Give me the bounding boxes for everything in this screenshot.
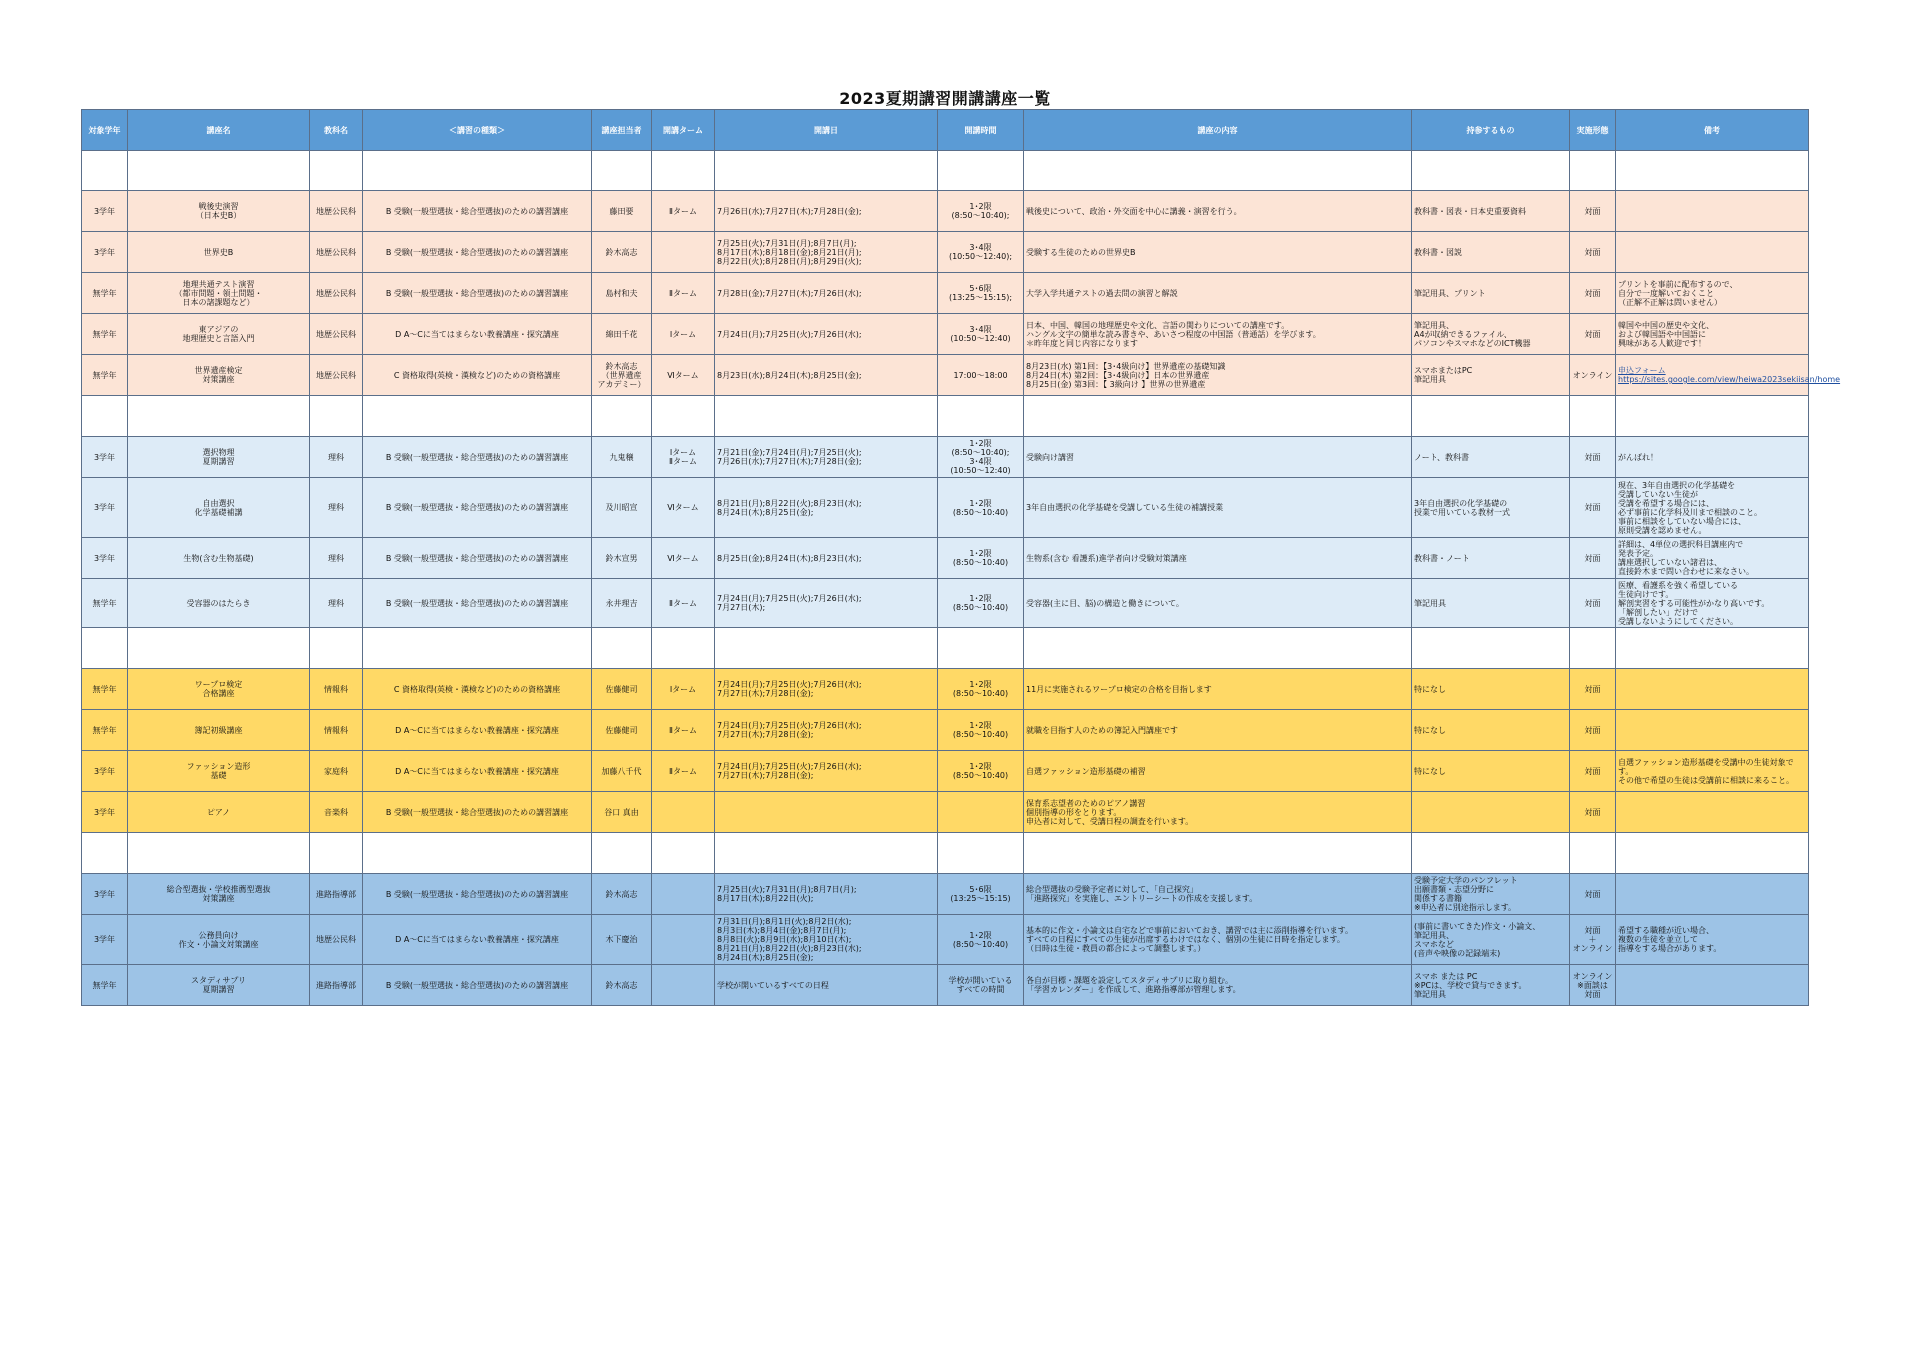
empty-cell <box>715 628 938 669</box>
empty-cell <box>1024 396 1412 437</box>
time-cell: 1･2限 (8:50〜10:40) <box>938 478 1024 538</box>
empty-cell <box>1570 151 1616 191</box>
empty-cell <box>1570 833 1616 874</box>
page-title: 2023夏期講習開講講座一覧 <box>839 89 1051 108</box>
col-header-course: 講座名 <box>128 110 310 151</box>
empty-cell <box>82 833 128 874</box>
empty-cell <box>82 628 128 669</box>
table-row <box>82 232 1809 273</box>
table-row <box>82 915 1809 965</box>
content-cell: 11月に実施されるワープロ検定の合格を目指します <box>1024 669 1412 710</box>
course-name-cell: 地理共通テスト演習 （都市問題・領土問題・ 日本の諸課題など） <box>128 273 310 314</box>
col-header-teacher: 講座担当者 <box>592 110 652 151</box>
table-row <box>82 579 1809 628</box>
type-cell: B 受験(一般型選抜・総合型選抜)のための講習講座 <box>363 792 592 833</box>
format-cell: 対面 <box>1570 232 1616 273</box>
format-cell: 対面 <box>1570 478 1616 538</box>
notes-cell: 詳細は、4単位の選択科目講座内で 発表予定。 講座選択していない諸君は、 直接鈴木まで問い合わせに来なさい。 <box>1616 538 1809 579</box>
course-name-cell: 公務員向け 作文・小論文対策講座 <box>128 915 310 965</box>
content-cell: 3年自由選択の化学基礎を受講している生徒の補講授業 <box>1024 478 1412 538</box>
time-cell: 1･2限 (8:50〜10:40) <box>938 579 1024 628</box>
content-cell: 就職を目指す人のための簿記入門講座です <box>1024 710 1412 751</box>
teacher-cell: 佐藤健司 <box>592 710 652 751</box>
empty-cell <box>592 396 652 437</box>
bring-cell: 筆記用具、 A4が収納できるファイル、 パソコンやスマホなどのICT機器 <box>1412 314 1570 355</box>
col-header-type: ＜講習の種類＞ <box>363 110 592 151</box>
grade-cell: 3学年 <box>82 751 128 792</box>
empty-cell <box>938 151 1024 191</box>
teacher-cell: 九鬼穣 <box>592 437 652 478</box>
type-cell: B 受験(一般型選抜・総合型選抜)のための講習講座 <box>363 273 592 314</box>
dates-cell: 7月24日(月);7月25日(火);7月26日(水); 7月27日(木);7月28日(金); <box>715 669 938 710</box>
col-header-format: 実施形態 <box>1570 110 1616 151</box>
content-cell: 生物系(含む 看護系)進学者向け受験対策講座 <box>1024 538 1412 579</box>
notes-cell <box>1616 669 1809 710</box>
grade-cell: 無学年 <box>82 669 128 710</box>
col-header-term: 開講ターム <box>652 110 715 151</box>
notes-cell: 現在、3年自由選択の化学基礎を 受講していない生徒が 受講を希望する場合には、 必ず事前に化学科及川まで相談のこと。 事前に相談をしていない場合には、 原則受講を認めません。 <box>1616 478 1809 538</box>
term-cell: Ⅵターム <box>652 478 715 538</box>
empty-cell <box>715 833 938 874</box>
notes-cell: がんばれ！ <box>1616 437 1809 478</box>
col-header-content: 講座の内容 <box>1024 110 1412 151</box>
subject-cell: 地歴公民科 <box>310 355 363 396</box>
time-cell: 1･2限 (8:50〜10:40) <box>938 669 1024 710</box>
type-cell: B 受験(一般型選抜・総合型選抜)のための講習講座 <box>363 478 592 538</box>
type-cell: D A〜Cに当てはまらない教養講座・探究講座 <box>363 915 592 965</box>
subject-cell: 情報科 <box>310 669 363 710</box>
spacer-row <box>82 151 1809 191</box>
teacher-cell: 鈴木高志 <box>592 232 652 273</box>
teacher-cell: 及川昭宣 <box>592 478 652 538</box>
teacher-cell: 木下慶治 <box>592 915 652 965</box>
col-header-time: 開講時間 <box>938 110 1024 151</box>
bring-cell: スマホまたはPC 筆記用具 <box>1412 355 1570 396</box>
empty-cell <box>1616 396 1809 437</box>
grade-cell: 無学年 <box>82 355 128 396</box>
content-cell: 大学入学共通テストの過去問の演習と解説 <box>1024 273 1412 314</box>
empty-cell <box>128 628 310 669</box>
course-name-cell: 受容器のはたらき <box>128 579 310 628</box>
empty-cell <box>1616 833 1809 874</box>
empty-cell <box>938 833 1024 874</box>
content-cell: 総合型選抜の受験予定者に対して、「自己探究」 「進路探究」を実施し、エントリーシートの作成を支援します。 <box>1024 874 1412 915</box>
bring-cell: 特になし <box>1412 669 1570 710</box>
time-cell: 1･2限 (8:50〜10:40) <box>938 751 1024 792</box>
term-cell: Ⅰターム <box>652 314 715 355</box>
teacher-cell: 藤田要 <box>592 191 652 232</box>
table-row <box>82 478 1809 538</box>
subject-cell: 情報科 <box>310 710 363 751</box>
table-row <box>82 751 1809 792</box>
type-cell: C 資格取得(英検・漢検など)のための資格講座 <box>363 355 592 396</box>
format-cell: 対面 <box>1570 314 1616 355</box>
empty-cell <box>363 833 592 874</box>
content-cell: 8月23日(水) 第1回：【3･4級向け】世界遺産の基礎知識 8月24日(木) 第2回：【3･4級向け】日本の世界遺産 8月25日(金) 第3回：【 3級向け 】世界の世界遺産 <box>1024 355 1412 396</box>
subject-cell: 音楽科 <box>310 792 363 833</box>
format-cell: オンライン ※面談は 対面 <box>1570 965 1616 1006</box>
bring-cell: 特になし <box>1412 710 1570 751</box>
content-cell: 保育系志望者のためのピアノ講習 個別指導の形をとります。 申込者に対して、受講日程の調査を行います。 <box>1024 792 1412 833</box>
subject-cell: 地歴公民科 <box>310 273 363 314</box>
spacer-row <box>82 833 1809 874</box>
table-body <box>82 151 1841 1006</box>
type-cell: B 受験(一般型選抜・総合型選抜)のための講習講座 <box>363 965 592 1006</box>
term-cell: Ⅱターム <box>652 273 715 314</box>
empty-cell <box>310 628 363 669</box>
empty-cell <box>310 396 363 437</box>
grade-cell: 無学年 <box>82 314 128 355</box>
subject-cell: 理科 <box>310 478 363 538</box>
dates-cell: 7月31日(月);8月1日(火);8月2日(水); 8月3日(木);8月4日(金);8月7日(月); 8月8日(火);8月9日(水);8月10日(木); 8月21日(月);8月22日(火);8月23日(水); 8月24日(木);8月25日(金); <box>715 915 938 965</box>
empty-cell <box>1024 833 1412 874</box>
content-cell: 戦後史について、政治・外交面を中心に講義・演習を行う。 <box>1024 191 1412 232</box>
teacher-cell: 島村和夫 <box>592 273 652 314</box>
course-name-cell: 東アジアの 地理歴史と言語入門 <box>128 314 310 355</box>
dates-cell: 学校が開いているすべての日程 <box>715 965 938 1006</box>
empty-cell <box>1570 396 1616 437</box>
empty-cell <box>592 833 652 874</box>
dates-cell: 7月24日(月);7月25日(火);7月26日(水); 7月27日(木);7月28日(金); <box>715 710 938 751</box>
time-cell: 1･2限 (8:50〜10:40) <box>938 710 1024 751</box>
notes-cell <box>1616 232 1809 273</box>
term-cell <box>652 792 715 833</box>
empty-cell <box>310 151 363 191</box>
empty-cell <box>310 833 363 874</box>
notes-cell <box>1616 710 1809 751</box>
format-cell: 対面 <box>1570 669 1616 710</box>
type-cell: B 受験(一般型選抜・総合型選抜)のための講習講座 <box>363 437 592 478</box>
term-cell: Ⅱターム <box>652 751 715 792</box>
type-cell: B 受験(一般型選抜・総合型選抜)のための講習講座 <box>363 579 592 628</box>
course-name-cell: 戦後史演習 （日本史B） <box>128 191 310 232</box>
header-row <box>82 110 1809 151</box>
table-row <box>82 437 1809 478</box>
time-cell: 1･2限 (8:50〜10:40); 3･4限 (10:50〜12:40) <box>938 437 1024 478</box>
empty-cell <box>652 396 715 437</box>
course-name-cell: ファッション造形 基礎 <box>128 751 310 792</box>
dates-cell: 8月25日(金);8月24日(木);8月23日(水); <box>715 538 938 579</box>
content-cell: 受験向け講習 <box>1024 437 1412 478</box>
type-cell: B 受験(一般型選抜・総合型選抜)のための講習講座 <box>363 232 592 273</box>
spacer-row <box>82 396 1809 437</box>
dates-cell: 7月25日(火);7月31日(月);8月7日(月); 8月17日(木);8月22日(火); <box>715 874 938 915</box>
empty-cell <box>652 833 715 874</box>
table-row <box>82 191 1809 232</box>
grade-cell: 無学年 <box>82 273 128 314</box>
grade-cell: 無学年 <box>82 710 128 751</box>
table-row <box>82 874 1809 915</box>
empty-cell <box>363 151 592 191</box>
empty-cell <box>938 396 1024 437</box>
table-row <box>82 314 1809 355</box>
col-header-notes: 備考 <box>1616 110 1809 151</box>
notes-cell: 韓国や中国の歴史や文化、 および韓国語や中国語に 興味がある人歓迎です！ <box>1616 314 1809 355</box>
empty-cell <box>82 396 128 437</box>
time-cell: 1･2限 (8:50〜10:40); <box>938 191 1024 232</box>
teacher-cell: 鈴木高志 <box>592 965 652 1006</box>
grade-cell: 無学年 <box>82 965 128 1006</box>
course-name-cell: 生物(含む生物基礎) <box>128 538 310 579</box>
dates-cell: 7月28日(金);7月27日(木);7月26日(水); <box>715 273 938 314</box>
bring-cell: 筆記用具 <box>1412 579 1570 628</box>
format-cell: 対面 <box>1570 538 1616 579</box>
time-cell: 17:00〜18:00 <box>938 355 1024 396</box>
teacher-cell: 鈴木高志 （世界遺産 アカデミー） <box>592 355 652 396</box>
term-cell <box>652 915 715 965</box>
term-cell: Ⅱターム <box>652 710 715 751</box>
empty-cell <box>1024 151 1412 191</box>
format-cell: 対面 <box>1570 191 1616 232</box>
type-cell: D A〜Cに当てはまらない教養講座・探究講座 <box>363 710 592 751</box>
notes-cell <box>1616 792 1809 833</box>
bring-cell: (事前に書いてきた)作文・小論文、 筆記用具、 スマホなど (音声や映像の記録端末) <box>1412 915 1570 965</box>
bring-cell: 教科書・図説 <box>1412 232 1570 273</box>
empty-cell <box>715 396 938 437</box>
content-cell: 受験する生徒のための世界史B <box>1024 232 1412 273</box>
subject-cell: 地歴公民科 <box>310 232 363 273</box>
time-cell: 3･4限 (10:50〜12:40) <box>938 314 1024 355</box>
term-cell: Ⅱターム <box>652 579 715 628</box>
course-name-cell: 総合型選抜・学校推薦型選抜 対策講座 <box>128 874 310 915</box>
teacher-cell: 加藤八千代 <box>592 751 652 792</box>
dates-cell: 7月21日(金);7月24日(月);7月25日(火); 7月26日(水);7月27日(木);7月28日(金); <box>715 437 938 478</box>
bring-cell: 教科書・図表・日本史重要資料 <box>1412 191 1570 232</box>
spacer-row <box>82 628 1809 669</box>
grade-cell: 3学年 <box>82 915 128 965</box>
format-cell: 対面 ＋ オンライン <box>1570 915 1616 965</box>
empty-cell <box>82 151 128 191</box>
course-name-cell: 自由選択 化学基礎補講 <box>128 478 310 538</box>
time-cell: 学校が開いている すべての時間 <box>938 965 1024 1006</box>
notes-cell <box>1616 874 1809 915</box>
term-cell <box>652 965 715 1006</box>
term-cell: Ⅵターム <box>652 355 715 396</box>
empty-cell <box>363 396 592 437</box>
dates-cell: 7月24日(月);7月25日(火);7月26日(水); 7月27日(木); <box>715 579 938 628</box>
col-header-dates: 開講日 <box>715 110 938 151</box>
type-cell: D A〜Cに当てはまらない教養講座・探究講座 <box>363 751 592 792</box>
course-name-cell: ピアノ <box>128 792 310 833</box>
empty-cell <box>652 628 715 669</box>
notes-link[interactable]: 申込フォーム https://sites.google.com/view/heiwa2023sekiisan/home <box>1616 355 1809 396</box>
time-cell: 1･2限 (8:50〜10:40) <box>938 538 1024 579</box>
dates-cell: 7月24日(月);7月25日(火);7月26日(水); 7月27日(木);7月28日(金); <box>715 751 938 792</box>
bring-cell: ノート、教科書 <box>1412 437 1570 478</box>
dates-cell <box>715 792 938 833</box>
table-row <box>82 273 1809 314</box>
empty-cell <box>128 396 310 437</box>
teacher-cell: 谷口 真由 <box>592 792 652 833</box>
empty-cell <box>363 628 592 669</box>
content-cell: 基本的に作文・小論文は自宅などで事前においておき、講習では主に添削指導を行います。 すべての日程にすべての生徒が出席するわけではなく、個別の生徒に日時を指定します。 （日時は生徒・教員の都合によって調整します。） <box>1024 915 1412 965</box>
term-cell: Ⅰターム Ⅱターム <box>652 437 715 478</box>
dates-cell: 7月25日(火);7月31日(月);8月7日(月); 8月17日(木);8月18日(金);8月21日(月); 8月22日(火);8月28日(月);8月29日(火); <box>715 232 938 273</box>
grade-cell: 3学年 <box>82 792 128 833</box>
col-header-grade: 対象学年 <box>82 110 128 151</box>
content-cell: 自選ファッション造形基礎の補習 <box>1024 751 1412 792</box>
content-cell: 日本、中国、韓国の地理歴史や文化、言語の関わりについての講座です。 ハングル文字の簡単な読み書きや、あいさつ程度の中国語（普通話）を学びます。 ＊昨年度と同じ内容になります <box>1024 314 1412 355</box>
dates-cell: 8月23日(水);8月24日(木);8月25日(金); <box>715 355 938 396</box>
table-row <box>82 710 1809 751</box>
empty-cell <box>592 628 652 669</box>
course-name-cell: 選択物理 夏期講習 <box>128 437 310 478</box>
empty-cell <box>1024 628 1412 669</box>
grade-cell: 3学年 <box>82 191 128 232</box>
course-name-cell: 世界史B <box>128 232 310 273</box>
empty-cell <box>1412 396 1570 437</box>
empty-cell <box>1412 833 1570 874</box>
empty-cell <box>1412 628 1570 669</box>
bring-cell: スマホ または PC ※PCは、学校で貸与できます。 筆記用具 <box>1412 965 1570 1006</box>
bring-cell: 受験予定大学のパンフレット 出願書類・志望分野に 関係する書籍 ※申込者に別途指示します。 <box>1412 874 1570 915</box>
table-row <box>82 355 1809 396</box>
subject-cell: 地歴公民科 <box>310 915 363 965</box>
time-cell: 1･2限 (8:50〜10:40) <box>938 915 1024 965</box>
time-cell: 5･6限 (13:25〜15:15) <box>938 874 1024 915</box>
notes-cell: 自選ファッション造形基礎を受講中の生徒対象です。 その他で希望の生徒は受講前に相談に来ること。 <box>1616 751 1809 792</box>
subject-cell: 理科 <box>310 437 363 478</box>
table-row <box>82 965 1809 1006</box>
format-cell: 対面 <box>1570 437 1616 478</box>
content-cell: 受容器(主に目、脳)の構造と働きについて。 <box>1024 579 1412 628</box>
subject-cell: 地歴公民科 <box>310 314 363 355</box>
format-cell: 対面 <box>1570 579 1616 628</box>
grade-cell: 3学年 <box>82 437 128 478</box>
dates-cell: 7月26日(水);7月27日(木);7月28日(金); <box>715 191 938 232</box>
teacher-cell: 佐藤健司 <box>592 669 652 710</box>
format-cell: 対面 <box>1570 751 1616 792</box>
teacher-cell: 鈴木宣男 <box>592 538 652 579</box>
grade-cell: 3学年 <box>82 232 128 273</box>
format-cell: 対面 <box>1570 874 1616 915</box>
empty-cell <box>128 833 310 874</box>
dates-cell: 8月21日(月);8月22日(火);8月23日(水); 8月24日(木);8月25日(金); <box>715 478 938 538</box>
bring-cell: 3年自由選択の化学基礎の 授業で用いている教材一式 <box>1412 478 1570 538</box>
course-name-cell: 簿記初級講座 <box>128 710 310 751</box>
empty-cell <box>592 151 652 191</box>
empty-cell <box>1616 151 1809 191</box>
grade-cell: 3学年 <box>82 478 128 538</box>
subject-cell: 理科 <box>310 538 363 579</box>
format-cell: 対面 <box>1570 792 1616 833</box>
term-cell <box>652 874 715 915</box>
notes-cell: 希望する職種が近い場合、 複数の生徒を並立して 指導をする場合があります。 <box>1616 915 1809 965</box>
bring-cell <box>1412 792 1570 833</box>
type-cell: B 受験(一般型選抜・総合型選抜)のための講習講座 <box>363 874 592 915</box>
col-header-bring: 持参するもの <box>1412 110 1570 151</box>
empty-cell <box>1412 151 1570 191</box>
teacher-cell: 永井理吉 <box>592 579 652 628</box>
notes-cell <box>1616 965 1809 1006</box>
empty-cell <box>938 628 1024 669</box>
empty-cell <box>1616 628 1809 669</box>
notes-cell <box>1616 191 1809 232</box>
empty-cell <box>652 151 715 191</box>
format-cell: 対面 <box>1570 273 1616 314</box>
bring-cell: 教科書・ノート <box>1412 538 1570 579</box>
grade-cell: 無学年 <box>82 579 128 628</box>
course-name-cell: ワープロ検定 合格講座 <box>128 669 310 710</box>
table-row <box>82 792 1809 833</box>
bring-cell: 筆記用具、プリント <box>1412 273 1570 314</box>
notes-cell: 医療、看護系を強く希望している 生徒向けです。 解剖実習をする可能性がかなり高いです。 「解剖したい」だけで 受講しないようにしてください。 <box>1616 579 1809 628</box>
empty-cell <box>128 151 310 191</box>
term-cell: Ⅰターム <box>652 669 715 710</box>
term-cell <box>652 232 715 273</box>
teacher-cell: 鈴木高志 <box>592 874 652 915</box>
col-header-subject: 教科名 <box>310 110 363 151</box>
type-cell: B 受験(一般型選抜・総合型選抜)のための講習講座 <box>363 191 592 232</box>
subject-cell: 地歴公民科 <box>310 191 363 232</box>
bring-cell: 特になし <box>1412 751 1570 792</box>
subject-cell: 進路指導部 <box>310 965 363 1006</box>
grade-cell: 3学年 <box>82 538 128 579</box>
type-cell: C 資格取得(英検・漢検など)のための資格講座 <box>363 669 592 710</box>
empty-cell <box>715 151 938 191</box>
table-row <box>82 538 1809 579</box>
course-name-cell: スタディサプリ 夏期講習 <box>128 965 310 1006</box>
term-cell: Ⅱターム <box>652 191 715 232</box>
content-cell: 各自が目標・課題を設定してスタディサプリに取り組む。 「学習カレンダー」を作成して、進路指導部が管理します。 <box>1024 965 1412 1006</box>
subject-cell: 家庭科 <box>310 751 363 792</box>
dates-cell: 7月24日(月);7月25日(火);7月26日(水); <box>715 314 938 355</box>
time-cell: 5･6限 (13:25〜15:15); <box>938 273 1024 314</box>
format-cell: オンライン <box>1570 355 1616 396</box>
table-row <box>82 669 1809 710</box>
format-cell: 対面 <box>1570 710 1616 751</box>
time-cell: 3･4限 (10:50〜12:40); <box>938 232 1024 273</box>
notes-cell: プリントを事前に配布するので、 自分で一度解いておくこと （正解不正解は問いません） <box>1616 273 1809 314</box>
course-name-cell: 世界遺産検定 対策講座 <box>128 355 310 396</box>
type-cell: D A〜Cに当てはまらない教養講座・探究講座 <box>363 314 592 355</box>
grade-cell: 3学年 <box>82 874 128 915</box>
empty-cell <box>1570 628 1616 669</box>
type-cell: B 受験(一般型選抜・総合型選抜)のための講習講座 <box>363 538 592 579</box>
teacher-cell: 綿田千花 <box>592 314 652 355</box>
subject-cell: 進路指導部 <box>310 874 363 915</box>
subject-cell: 理科 <box>310 579 363 628</box>
course-table <box>81 109 1841 1006</box>
term-cell: Ⅵターム <box>652 538 715 579</box>
time-cell <box>938 792 1024 833</box>
